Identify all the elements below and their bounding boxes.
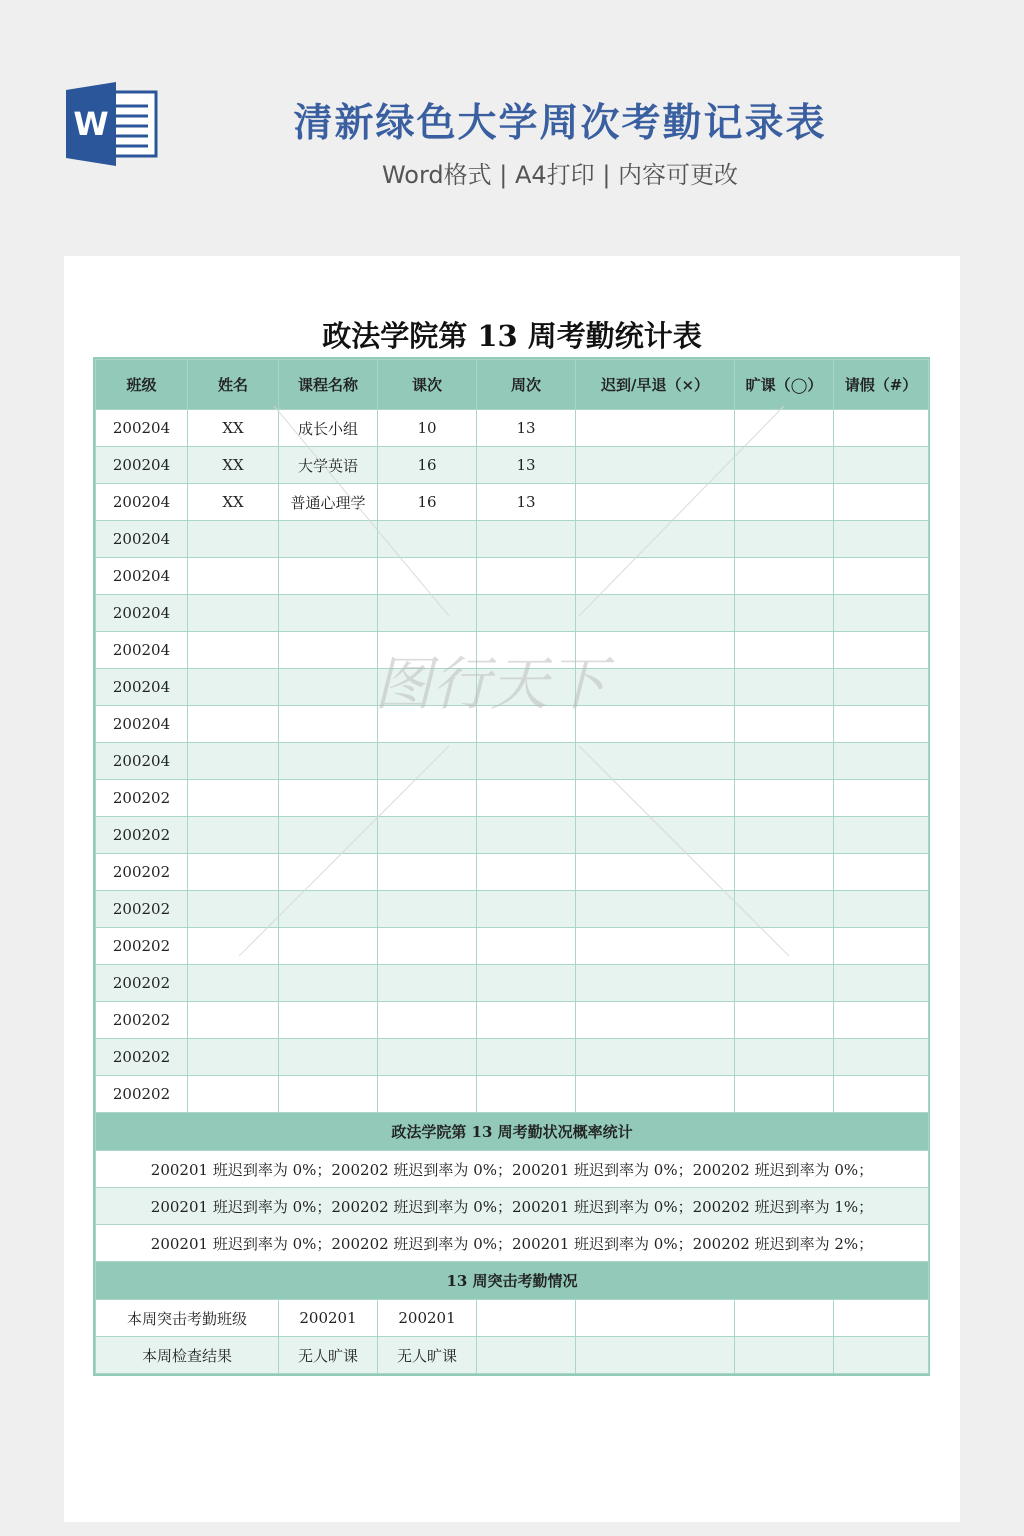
table-cell (834, 447, 929, 484)
table-cell: 200204 (96, 595, 188, 632)
table-cell (576, 928, 735, 965)
table-cell: 普通心理学 (279, 484, 378, 521)
table-cell: 成长小组 (279, 410, 378, 447)
table-cell: 200204 (96, 447, 188, 484)
document-page (64, 256, 960, 1522)
table-row (96, 1039, 929, 1076)
table-cell (735, 410, 834, 447)
table-cell (735, 669, 834, 706)
table-row (96, 484, 929, 521)
table-cell (477, 706, 576, 743)
word-logo-letter: W (73, 105, 109, 143)
table-cell (279, 1039, 378, 1076)
table-row (96, 410, 929, 447)
table-cell (735, 1002, 834, 1039)
table-cell (735, 632, 834, 669)
spot-check-value: 200201 (279, 1300, 378, 1337)
table-row (96, 706, 929, 743)
table-body (96, 410, 929, 1113)
table-cell: 200204 (96, 410, 188, 447)
table-cell (576, 1039, 735, 1076)
spot-check-title: 13 周突击考勤情况 (96, 1262, 929, 1300)
table-cell: 200202 (96, 1039, 188, 1076)
table-cell (477, 817, 576, 854)
table-row (96, 632, 929, 669)
table-cell (188, 817, 279, 854)
table-cell (834, 854, 929, 891)
table-cell (735, 447, 834, 484)
table-cell (576, 447, 735, 484)
table-cell (834, 1039, 929, 1076)
table-cell: 200202 (96, 928, 188, 965)
table-cell (188, 854, 279, 891)
table-cell (477, 965, 576, 1002)
spot-check-value: 无人旷课 (378, 1337, 477, 1374)
stats-section (96, 1113, 929, 1262)
table-row (96, 669, 929, 706)
table-cell (378, 743, 477, 780)
table-cell (834, 595, 929, 632)
table-cell: 200204 (96, 706, 188, 743)
empty-cell (576, 1337, 735, 1374)
table-cell (188, 928, 279, 965)
word-app-icon (64, 82, 158, 166)
table-cell (188, 965, 279, 1002)
table-cell (188, 891, 279, 928)
table-cell (834, 521, 929, 558)
table-cell (378, 780, 477, 817)
spot-check-section (96, 1262, 929, 1374)
table-cell: 200202 (96, 1076, 188, 1113)
spot-check-label: 本周检查结果 (96, 1337, 279, 1374)
table-cell (477, 854, 576, 891)
table-cell (834, 484, 929, 521)
table-cell (735, 1039, 834, 1076)
table-cell (576, 780, 735, 817)
table-cell (576, 1002, 735, 1039)
table-row (96, 558, 929, 595)
spot-check-row (96, 1300, 929, 1337)
table-cell (188, 1039, 279, 1076)
table-cell (735, 817, 834, 854)
table-cell (279, 854, 378, 891)
stats-line: 200201 班迟到率为 0%；200202 班迟到率为 0%；200201 班迟到率为 0%；200202 班迟到率为 2%； (96, 1225, 929, 1262)
table-cell (735, 706, 834, 743)
table-cell (477, 632, 576, 669)
table-cell (576, 484, 735, 521)
watermark-text: 图行天下 (373, 650, 607, 718)
table-cell (378, 928, 477, 965)
table-cell (188, 595, 279, 632)
table-cell (735, 595, 834, 632)
table-row (96, 1002, 929, 1039)
table-cell (834, 706, 929, 743)
table-cell (378, 817, 477, 854)
table-cell: 200202 (96, 854, 188, 891)
table-row (96, 743, 929, 780)
table-cell: 200204 (96, 521, 188, 558)
table-cell: 16 (378, 484, 477, 521)
table-cell: 200204 (96, 558, 188, 595)
table-cell: 200202 (96, 965, 188, 1002)
table-cell (576, 854, 735, 891)
attendance-sheet (93, 357, 930, 1376)
table-cell (279, 743, 378, 780)
table-cell (576, 595, 735, 632)
table-cell (279, 965, 378, 1002)
table-cell (735, 854, 834, 891)
empty-cell (834, 1300, 929, 1337)
table-cell (279, 928, 378, 965)
document-title: 政法学院第 13 周考勤统计表 (322, 319, 702, 353)
table-cell (834, 891, 929, 928)
spot-check-value: 无人旷课 (279, 1337, 378, 1374)
table-cell (378, 595, 477, 632)
table-cell (188, 706, 279, 743)
table-row (96, 965, 929, 1002)
table-cell (576, 1076, 735, 1113)
table-cell (378, 521, 477, 558)
table-cell (576, 521, 735, 558)
table-cell (735, 484, 834, 521)
table-cell (279, 521, 378, 558)
table-cell (735, 521, 834, 558)
empty-cell (576, 1300, 735, 1337)
table-cell (576, 669, 735, 706)
table-cell (279, 817, 378, 854)
stats-line: 200201 班迟到率为 0%；200202 班迟到率为 0%；200201 班迟到率为 0%；200202 班迟到率为 1%； (96, 1188, 929, 1225)
table-cell (188, 1076, 279, 1113)
stats-line: 200201 班迟到率为 0%；200202 班迟到率为 0%；200201 班迟到率为 0%；200202 班迟到率为 0%； (96, 1151, 929, 1188)
column-header: 迟到/早退（×） (576, 360, 735, 410)
table-cell (378, 1039, 477, 1076)
table-cell (477, 595, 576, 632)
table-cell (477, 743, 576, 780)
table-cell (834, 817, 929, 854)
table-row (96, 854, 929, 891)
column-header: 周次 (477, 360, 576, 410)
table-cell: 200202 (96, 891, 188, 928)
table-cell (834, 558, 929, 595)
table-row (96, 447, 929, 484)
table-cell (279, 1002, 378, 1039)
table-cell (576, 743, 735, 780)
table-cell (378, 891, 477, 928)
table-cell (735, 928, 834, 965)
table-cell (477, 928, 576, 965)
column-header: 旷课（◯） (735, 360, 834, 410)
spot-check-label: 本周突击考勤班级 (96, 1300, 279, 1337)
table-cell (477, 780, 576, 817)
column-header: 请假（#） (834, 360, 929, 410)
table-cell: 200204 (96, 743, 188, 780)
spot-check-value: 200201 (378, 1300, 477, 1337)
table-cell (477, 558, 576, 595)
table-cell (279, 706, 378, 743)
table-cell: 200204 (96, 669, 188, 706)
table-cell (834, 1002, 929, 1039)
table-cell (279, 595, 378, 632)
empty-cell (477, 1300, 576, 1337)
table-cell (834, 632, 929, 669)
table-row (96, 780, 929, 817)
spot-check-row (96, 1337, 929, 1374)
table-cell (735, 965, 834, 1002)
table-cell (834, 1076, 929, 1113)
empty-cell (735, 1300, 834, 1337)
table-cell (279, 669, 378, 706)
empty-cell (477, 1337, 576, 1374)
table-cell: 13 (477, 447, 576, 484)
table-cell: 13 (477, 410, 576, 447)
banner-subtitle: Word格式 | A4打印 | 内容可更改 (381, 161, 739, 189)
table-cell (279, 780, 378, 817)
table-cell (477, 521, 576, 558)
table-header-row (96, 360, 929, 410)
table-cell: 10 (378, 410, 477, 447)
table-row (96, 891, 929, 928)
table-cell (378, 558, 477, 595)
table-cell (735, 558, 834, 595)
column-header: 姓名 (188, 360, 279, 410)
column-header: 课程名称 (279, 360, 378, 410)
attendance-table (95, 359, 929, 1374)
empty-cell (735, 1337, 834, 1374)
table-cell (188, 669, 279, 706)
table-cell (279, 558, 378, 595)
table-cell (378, 854, 477, 891)
table-cell: 200202 (96, 780, 188, 817)
table-row (96, 1076, 929, 1113)
table-cell (735, 743, 834, 780)
banner (0, 0, 1024, 230)
table-cell (576, 632, 735, 669)
table-cell: XX (188, 484, 279, 521)
table-cell (188, 632, 279, 669)
table-cell (834, 669, 929, 706)
table-cell (834, 965, 929, 1002)
table-cell (477, 1039, 576, 1076)
table-cell (735, 780, 834, 817)
table-cell (477, 1002, 576, 1039)
table-cell (576, 558, 735, 595)
table-cell: 200204 (96, 484, 188, 521)
table-cell (188, 1002, 279, 1039)
table-cell (576, 891, 735, 928)
banner-title: 清新绿色大学周次考勤记录表 (293, 101, 827, 146)
table-cell (477, 891, 576, 928)
table-cell (576, 706, 735, 743)
table-cell: 13 (477, 484, 576, 521)
table-cell (576, 410, 735, 447)
table-cell (188, 521, 279, 558)
table-cell (378, 706, 477, 743)
table-cell (834, 780, 929, 817)
table-cell (576, 965, 735, 1002)
table-cell (279, 891, 378, 928)
table-cell (576, 817, 735, 854)
table-cell (188, 780, 279, 817)
table-row (96, 817, 929, 854)
table-cell (188, 743, 279, 780)
table-cell: XX (188, 410, 279, 447)
table-cell (378, 1076, 477, 1113)
column-header: 课次 (378, 360, 477, 410)
table-cell (834, 928, 929, 965)
table-cell (834, 410, 929, 447)
table-cell: XX (188, 447, 279, 484)
table-cell (477, 1076, 576, 1113)
table-cell (378, 669, 477, 706)
table-cell (834, 743, 929, 780)
table-cell (188, 558, 279, 595)
table-row (96, 595, 929, 632)
table-cell (279, 632, 378, 669)
table-cell (735, 1076, 834, 1113)
table-cell (279, 1076, 378, 1113)
column-header: 班级 (96, 360, 188, 410)
table-cell: 200204 (96, 632, 188, 669)
table-cell: 200202 (96, 817, 188, 854)
table-row (96, 928, 929, 965)
table-cell: 大学英语 (279, 447, 378, 484)
table-cell (735, 891, 834, 928)
table-cell (477, 669, 576, 706)
table-cell: 16 (378, 447, 477, 484)
table-row (96, 521, 929, 558)
empty-cell (834, 1337, 929, 1374)
table-cell (378, 965, 477, 1002)
table-cell: 200202 (96, 1002, 188, 1039)
table-cell (378, 1002, 477, 1039)
stats-section-title: 政法学院第 13 周考勤状况概率统计 (96, 1113, 929, 1151)
table-cell (378, 632, 477, 669)
